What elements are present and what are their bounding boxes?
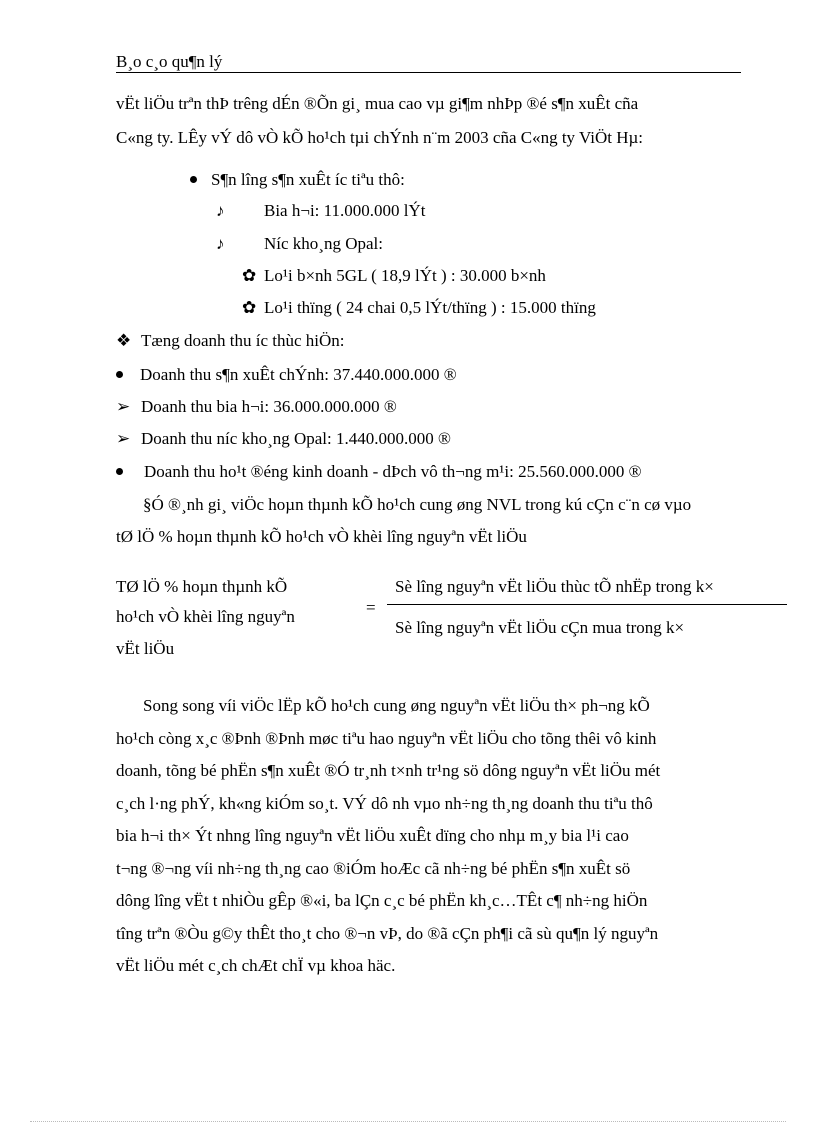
bullet-dot-icon — [116, 468, 123, 475]
revenue-beer: ➢ Doanh thu bia h¬i: 36.000.000.000 ® — [116, 397, 397, 416]
evaluation-line-1: §Ó ®¸nh gi¸ viÖc hoµn thµnh kÕ ho¹ch cung øng NVL trong kú cÇn c¨n cø vµo — [143, 495, 692, 514]
revenue-water: ➢ Doanh thu níc kho¸ng Opal: 1.440.000.000 ® — [116, 429, 451, 448]
closing-line-7: dông lîng vËt t nhiÒu gÊp ®«i, ba lÇn c¸c bé phËn kh¸c…TÊt c¶ nh÷ng hiÖn — [116, 891, 648, 910]
closing-line-5: bia h¬i th× Ýt nhng lîng nguyªn vËt liÖu xuÊt dïng cho nhµ m¸y bia l¹i cao — [116, 826, 629, 845]
flower-icon: ✿ — [242, 266, 257, 285]
closing-line-2: ho¹ch còng x¸c ®Þnh ®Þnh møc tiªu hao nguyªn vËt liÖu cho tõng thêi vô kinh — [116, 729, 657, 748]
page-bottom-border — [30, 1121, 786, 1122]
bullet-dot-icon — [116, 371, 123, 378]
arrowhead-icon: ➢ — [116, 429, 131, 448]
fraction-bar — [387, 604, 787, 605]
intro-line-1: vËt liÖu trªn thÞ trêng dÉn ®Õn gi¸ mua cao vµ gi¶m nhÞp ®é s¶n xuÊt cña — [116, 94, 639, 113]
revenue-trade: Doanh thu ho¹t ®éng kinh doanh - dÞch vô th¬ng m¹i: 25.560.000.000 ® — [116, 462, 642, 482]
formula-label-line-2: ho¹ch vÒ khèi lîng nguyªn — [116, 607, 295, 626]
formula-label-line-1: TØ lÖ % hoµn thµnh kÕ — [116, 577, 288, 596]
header-divider — [116, 72, 741, 73]
closing-line-4: c¸ch l·ng phÝ, kh«ng kiÓm so¸t. VÝ dô nh vµo nh÷ng th¸ng doanh thu tiªu thô — [116, 794, 653, 813]
bullet-dot-icon — [190, 176, 197, 183]
music-note-icon: ♪ — [216, 201, 225, 220]
plan-item-water: ♪ Níc kho¸ng Opal: — [216, 234, 383, 253]
plan-subitem-case: ✿ Lo¹i thïng ( 24 chai 0,5 lÝt/thïng ) : 15.000 thïng — [242, 298, 596, 317]
formula-denominator: Sè lîng nguyªn vËt liÖu cÇn mua trong k× — [395, 618, 685, 637]
music-note-icon: ♪ — [216, 234, 225, 253]
plan-subitem-bottle: ✿ Lo¹i b×nh 5GL ( 18,9 lÝt ) : 30.000 b×nh — [242, 266, 546, 285]
closing-line-8: tîng trªn ®Òu g©y thÊt tho¸t cho ®¬n vÞ, do ®ã cÇn ph¶i cã sù qu¶n lý nguyªn — [116, 924, 659, 943]
formula-equals: = — [366, 598, 376, 617]
plan-item-beer: ♪ Bia h¬i: 11.000.000 lÝt — [216, 201, 426, 220]
closing-line-3: doanh, tõng bé phËn s¶n xuÊt ®Ó tr¸nh t×nh tr¹ng sö dông nguyªn vËt liÖu mét — [116, 761, 661, 780]
formula-numerator: Sè lîng nguyªn vËt liÖu thùc tÕ nhËp trong k× — [395, 577, 714, 596]
arrowhead-icon: ➢ — [116, 397, 131, 416]
intro-line-2: C«ng ty. LÊy vÝ dô vÒ kÕ ho¹ch tµi chÝnh n¨m 2003 cña C«ng ty ViÖt Hµ: — [116, 128, 644, 147]
flower-icon: ✿ — [242, 298, 257, 317]
evaluation-line-2: tØ lÖ % hoµn thµnh kÕ ho¹ch vÒ khèi lîng nguyªn vËt liÖu — [116, 527, 527, 546]
revenue-main: Doanh thu s¶n xuÊt chÝnh: 37.440.000.000 ® — [116, 365, 457, 385]
closing-line-1: Song song víi viÖc lËp kÕ ho¹ch cung øng nguyªn vËt liÖu th× ph¬ng kÕ — [143, 696, 650, 715]
revenue-heading: ❖ Tæng doanh thu íc thùc hiÖn: — [116, 331, 345, 350]
formula-label-line-3: vËt liÖu — [116, 639, 175, 658]
closing-line-6: t¬ng ®¬ng víi nh÷ng th¸ng cao ®iÓm hoÆc cã nh÷ng bé phËn s¶n xuÊt sö — [116, 859, 631, 878]
closing-line-9: vËt liÖu mét c¸ch chÆt chÏ vµ khoa häc. — [116, 956, 396, 975]
page-header: B¸o c¸o qu¶n lý — [116, 52, 223, 71]
diamond-bullet-icon: ❖ — [116, 331, 132, 350]
plan-heading: S¶n lîng s¶n xuÊt íc tiªu thô: — [190, 170, 405, 190]
